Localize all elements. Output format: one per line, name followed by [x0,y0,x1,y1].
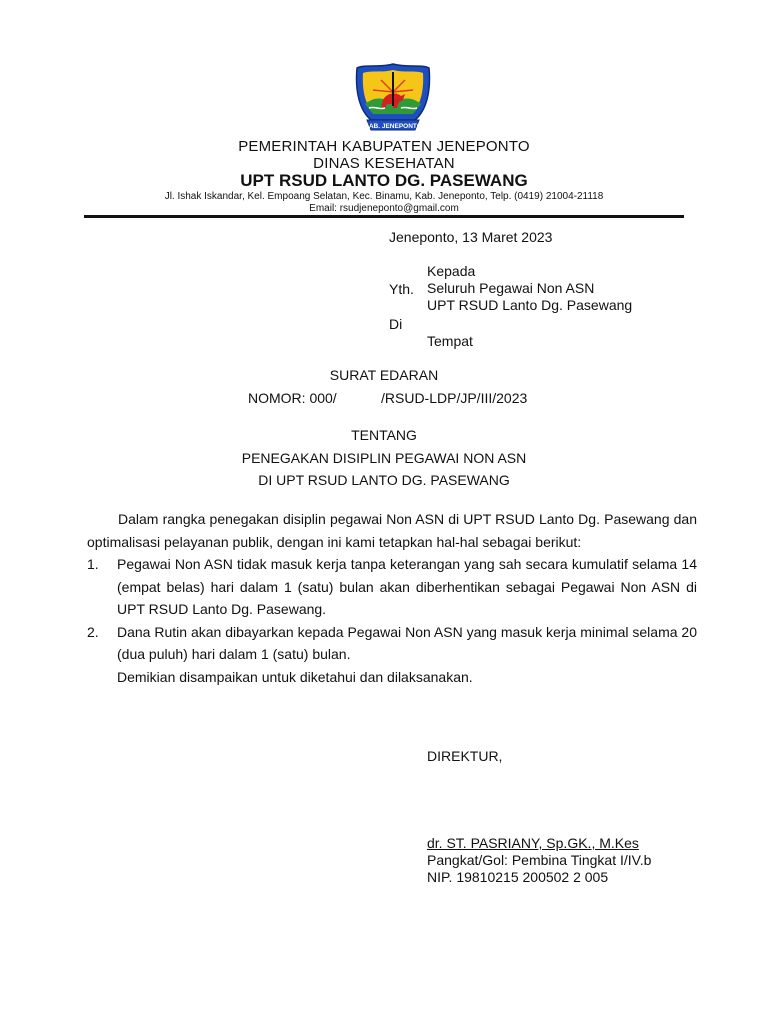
recipient-yth: Yth. [389,281,414,297]
letter-number-prefix: NOMOR: 000/ [248,390,337,406]
signatory-rank: Pangkat/Gol: Pembina Tingkat I/IV.b [427,852,652,868]
recipient-tempat: Tempat [427,333,473,349]
letter-body [87,508,697,688]
letter-type: SURAT EDARAN [329,367,439,383]
list-item-text: Dana Rutin akan dibayarkan kepada Pegawai Non ASN yang masuk kerja minimal selama 20 (dua puluh) hari dalam 1 (satu) bulan. [117,623,697,662]
letter-date: Jeneponto, 13 Maret 2023 [389,229,553,245]
letterhead-email: Email: rsudjeneponto@gmail.com [309,203,459,214]
recipient-kepada: Kepada [427,263,476,279]
signatory-nip: NIP. 19810215 200502 2 005 [427,869,609,885]
letterhead-department: DINAS KESEHATAN [313,155,455,172]
list-item-number: 2. [87,623,99,640]
letter-tentang: TENTANG [351,427,417,443]
letterhead-address: Jl. Ishak Iskandar, Kel. Empoang Selatan, Kec. Binamu, Kab. Jeneponto, Telp. (0419) 21004-21118 [164,191,604,202]
recipient-di: Di [389,316,403,332]
letterhead-institution: UPT RSUD LANTO DG. PASEWANG [240,171,528,190]
signatory-name: dr. ST. PASRIANY, Sp.GK., M.Kes [427,835,639,851]
letter-subject-line1: PENEGAKAN DISIPLIN PEGAWAI NON ASN [241,450,527,466]
emblem-caption: KAB. JENEPONTO [364,123,422,130]
points-list [87,553,697,666]
list-item-number: 1. [87,556,99,572]
recipient-line1: Seluruh Pegawai Non ASN [427,280,595,296]
closing-sentence: Demikian disampaikan untuk diketahui dan dilaksanakan. [117,668,473,685]
signature-role: DIREKTUR, [427,748,503,764]
intro-paragraph: Dalam rangka penegakan disiplin pegawai Non ASN di UPT RSUD Lanto Dg. Pasewang dan optimalisasi pelayanan publik, dengan ini kami tetapkan hal-hal sebagai berikut: [87,511,697,550]
recipient-line2: UPT RSUD Lanto Dg. Pasewang [427,297,633,313]
list-item [87,553,697,621]
letterhead-government: PEMERINTAH KABUPATEN JENEPONTO [238,138,530,155]
kabupaten-emblem-logo [353,62,433,140]
letter-subject-line2: DI UPT RSUD LANTO DG. PASEWANG [258,472,510,488]
letter-number-suffix: /RSUD-LDP/JP/III/2023 [381,390,528,406]
list-item [87,621,697,666]
letterhead-divider [84,215,684,218]
list-item-text: Pegawai Non ASN tidak masuk kerja tanpa keterangan yang sah secara kumulatif selama 14 (empat belas) hari dalam 1 (satu) bulan akan diberhentikan sebagai Pegawai Non ASN di UPT RSUD Lanto Dg. Pasewang. [117,556,697,617]
